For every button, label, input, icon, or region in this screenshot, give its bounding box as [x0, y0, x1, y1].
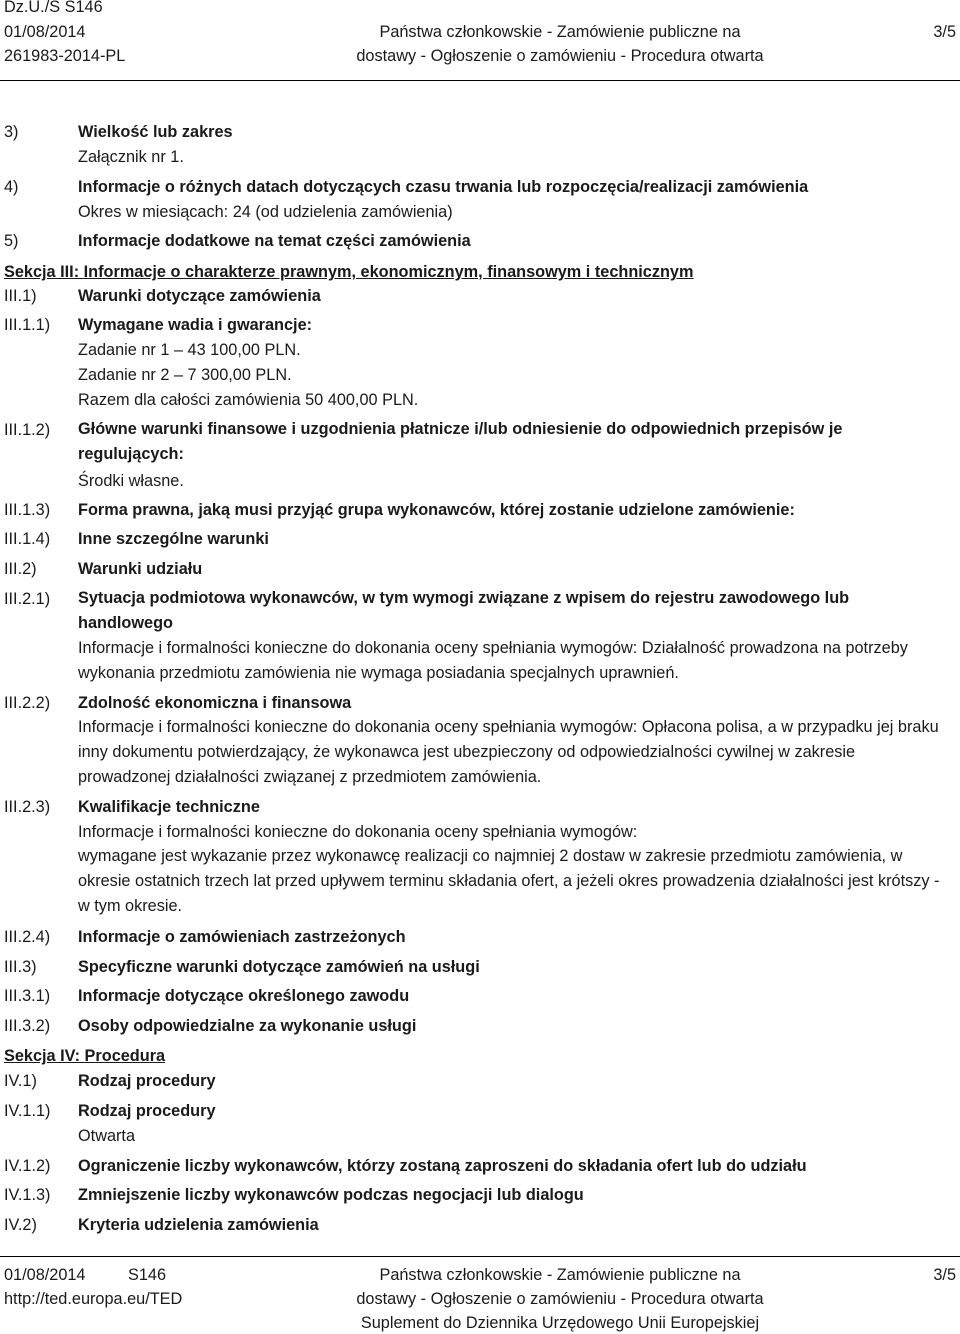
- s331-number: III.3.1): [4, 987, 51, 1005]
- footer-title-line2: dostawy - Ogłoszenie o zamówieniu - Procedura otwarta: [356, 1290, 764, 1308]
- section-4-heading: Sekcja IV: Procedura: [4, 1047, 166, 1065]
- s312-text: Środki własne.: [78, 472, 184, 490]
- s412-number: IV.1.2): [4, 1157, 51, 1175]
- s323-number: III.2.3): [4, 798, 51, 816]
- s322-title: Zdolność ekonomiczna i finansowa: [78, 694, 352, 712]
- item-3-number: 3): [4, 123, 19, 141]
- s411-title: Rodzaj procedury: [78, 1102, 216, 1120]
- item-4-number: 4): [4, 178, 19, 196]
- footer-title-line1: Państwa członkowskie - Zamówienie publiczne na: [379, 1266, 741, 1284]
- header-title-line2: dostawy - Ogłoszenie o zamówieniu - Procedura otwarta: [356, 47, 764, 65]
- s32-number: III.2): [4, 560, 37, 578]
- footer-url[interactable]: http://ted.europa.eu/TED: [4, 1290, 183, 1308]
- item-3-title: Wielkość lub zakres: [78, 123, 233, 141]
- s311-line2: Zadanie nr 2 – 7 300,00 PLN.: [78, 366, 292, 384]
- s33-title: Specyficzne warunki dotyczące zamówień na usługi: [78, 958, 480, 976]
- s314-title: Inne szczególne warunki: [78, 530, 269, 548]
- footer-title-line3: Suplement do Dziennika Urzędowego Unii Europejskiej: [360, 1314, 760, 1332]
- s312-number: III.1.2): [4, 421, 51, 439]
- s411-text: Otwarta: [78, 1127, 136, 1145]
- s322-number: III.2.2): [4, 694, 51, 712]
- s322-text: Informacje i formalności konieczne do dokonania oceny spełniania wymogów: Opłacona polisa, a w przypadku jej braku inny dokumentu potwierdzający, że wykonawca jest ubezpieczony od odpowiedzialności cywilnej w zakresie prowadzonej działalności związanej z przedmiotem zamówienia.: [78, 718, 939, 786]
- s324-number: III.2.4): [4, 928, 51, 946]
- s321-number: III.2.1): [4, 590, 51, 608]
- header-ref: 261983-2014-PL: [4, 47, 126, 65]
- s313-number: III.1.3): [4, 501, 51, 519]
- s324-title: Informacje o zamówieniach zastrzeżonych: [78, 928, 406, 946]
- footer-rule: [0, 1256, 960, 1257]
- s41-title: Rodzaj procedury: [78, 1072, 216, 1090]
- s332-title: Osoby odpowiedzialne za wykonanie usługi: [78, 1017, 417, 1035]
- s312-title: Główne warunki finansowe i uzgodnienia płatnicze i/lub odniesienie do odpowiednich przepisów je regulujących:: [78, 420, 843, 463]
- footer-date: 01/08/2014: [4, 1266, 86, 1284]
- item-3-text: Załącznik nr 1.: [78, 148, 184, 166]
- s413-number: IV.1.3): [4, 1186, 51, 1204]
- s413-title: Zmniejszenie liczby wykonawców podczas negocjacji lub dialogu: [78, 1186, 584, 1204]
- s311-line1: Zadanie nr 1 – 43 100,00 PLN.: [78, 341, 301, 359]
- s411-number: IV.1.1): [4, 1102, 51, 1120]
- item-5-number: 5): [4, 232, 19, 250]
- footer-page-number: 3/5: [933, 1266, 956, 1284]
- s313-title: Forma prawna, jaką musi przyjąć grupa wykonawców, której zostanie udzielone zamówienie:: [78, 501, 795, 519]
- s332-number: III.3.2): [4, 1017, 51, 1035]
- s31-number: III.1): [4, 287, 37, 305]
- s311-title: Wymagane wadia i gwarancje:: [78, 316, 313, 334]
- s41-number: IV.1): [4, 1072, 37, 1090]
- s33-number: III.3): [4, 958, 37, 976]
- s323-title: Kwalifikacje techniczne: [78, 798, 260, 816]
- s32-title: Warunki udziału: [78, 560, 203, 578]
- item-4-text: Okres w miesiącach: 24 (od udzielenia zamówienia): [78, 203, 453, 221]
- item-5-title: Informacje dodatkowe na temat części zamówienia: [78, 232, 471, 250]
- header-title-line1: Państwa członkowskie - Zamówienie publiczne na: [379, 23, 741, 41]
- header-page-number: 3/5: [933, 23, 956, 41]
- s42-title: Kryteria udzielenia zamówienia: [78, 1216, 319, 1234]
- s323-text2: wymagane jest wykazanie przez wykonawcę realizacji co najmniej 2 dostaw w zakresie przedmiotu zamówienia, w okresie ostatnich trzech lat przed upływem terminu składania ofert, a jeżeli okres prowadzenia działalności jest krótszy - w tym okresie.: [78, 847, 940, 915]
- section-3-heading: Sekcja III: Informacje o charakterze prawnym, ekonomicznym, finansowym i technicznym: [4, 263, 694, 281]
- s314-number: III.1.4): [4, 530, 51, 548]
- header-rule: [0, 80, 960, 81]
- footer-code: S146: [128, 1266, 167, 1284]
- s323-text1: Informacje i formalności konieczne do dokonania oceny spełniania wymogów:: [78, 823, 638, 841]
- header-journal: Dz.U./S S146: [4, 0, 103, 16]
- header-date: 01/08/2014: [4, 23, 86, 41]
- s321-title: Sytuacja podmiotowa wykonawców, w tym wymogi związane z wpisem do rejestru zawodowego lub handlowego: [78, 589, 850, 632]
- s412-title: Ograniczenie liczby wykonawców, którzy zostaną zaproszeni do składania ofert lub do udziału: [78, 1157, 807, 1175]
- s311-line3: Razem dla całości zamówienia 50 400,00 PLN.: [78, 391, 419, 409]
- s31-title: Warunki dotyczące zamówienia: [78, 287, 321, 305]
- s331-title: Informacje dotyczące określonego zawodu: [78, 987, 410, 1005]
- s311-number: III.1.1): [4, 316, 51, 334]
- s42-number: IV.2): [4, 1216, 37, 1234]
- item-4-title: Informacje o różnych datach dotyczących czasu trwania lub rozpoczęcia/realizacji zamówienia: [78, 178, 809, 196]
- s321-text: Informacje i formalności konieczne do dokonania oceny spełniania wymogów: Działalność prowadzona na potrzeby wykonania przedmiotu zamówienia nie wymaga posiadania specjalnych uprawnień.: [78, 639, 908, 682]
